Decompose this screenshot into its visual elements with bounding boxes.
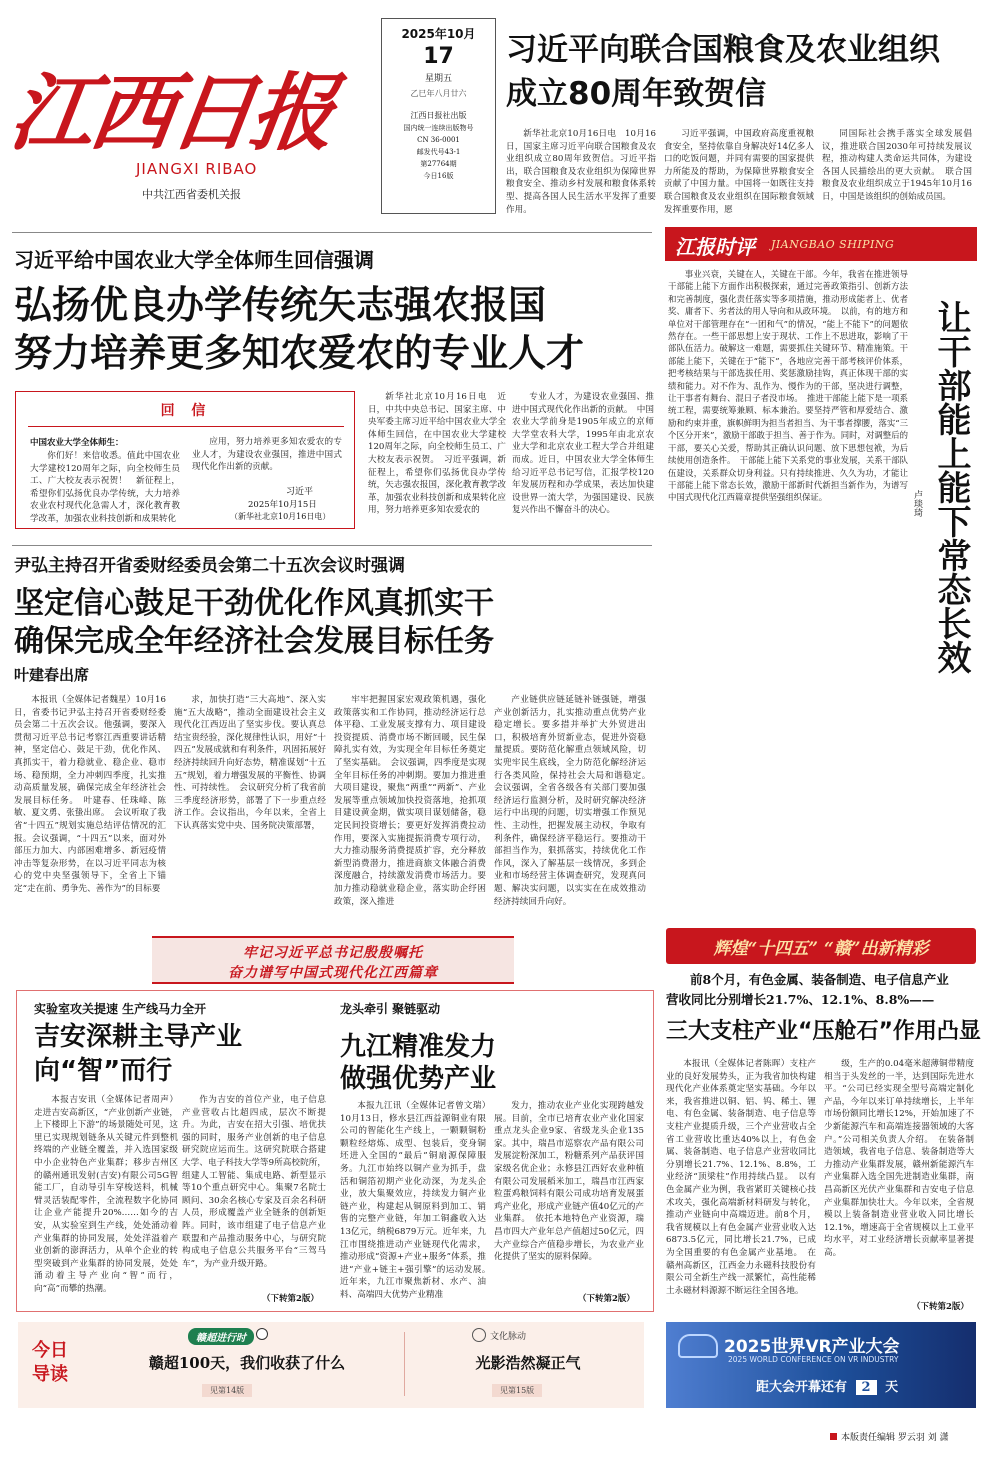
letter-date: 2025年10月15日 xyxy=(248,500,317,510)
story3-subline: 叶建春出席 xyxy=(14,666,90,684)
lead-headline-line2: 成立80周年致贺信 xyxy=(506,76,767,112)
countdown-pre: 距大会开幕还有 xyxy=(756,1380,848,1395)
letter-col1: 你们好！来信收悉。值此中国农业大学建校120周年之际，向全校师生员工、广大校友表示祝贺！ 新征程上，希望你们弘扬优良办学传统，大力培养农业农村现代化急需人才，深化教育教学改革，加强农业科技创新和成果转化 xyxy=(30,451,180,524)
story2-col2: 专业人才，为建设农业强国、推进中国式现代化作出新的贡献。 中国农业大学前身是1905年成立的京师大学堂农科大学，1995年由北京农业大学和北京农业工程大学合并组建而成。近日，中国农业大学全体师生给习近平总书记写信，汇报学校120年发展历程和办学成果，表达加快建设世界一流大学，为强国建设、民族复兴作出不懈奋斗的决心。 xyxy=(512,392,654,516)
lead-headline-line1: 习近平向联合国粮食及农业组织 xyxy=(506,32,940,68)
countdown-number: 2 xyxy=(856,1380,877,1395)
vr-ad-subtitle: 2025 WORLD CONFERENCE ON VR INDUSTRY xyxy=(728,1355,899,1364)
guide-item2-tag: 文化脉动 xyxy=(490,1332,527,1342)
date-month: 2025年10月 xyxy=(401,27,476,41)
lead-headline xyxy=(506,28,976,123)
story5-col1: 本报九江讯（全媒体记者曾文瑞）10月13日，修水县江西益源铜业有限公司的智能化生产线上，一颗颗铜粉颗粒经熔炼、成型、包装后，变身铜坯进入全国的“最后”铜扇源保障服务。九江市始终以铜产业为抓手，盘活和铜箔初期产业化动深，为龙头企业，放大集聚效应，持续发力铜产业链产业，构建起从铜原料到加工、销售的完整产业链，年加工铜鑫收入达13亿元，纳税6879万元。近年来，九江市围绕推进动产业链现代化需求，推动形成“资源+产业+服务”体系，推进“产业+链主+强引擎”的运动发展。 近年来，九江市聚焦新材、水产、油料、高端四大优势产业精准 xyxy=(340,1101,495,1300)
logo-text: 江西日报 xyxy=(4,63,338,162)
footer-editors-text: 本版责任编辑 罗云羽 刘 潇 xyxy=(841,1433,949,1443)
masthead-logo xyxy=(4,20,363,162)
story2-headline-line2: 努力培养更多知农爱农的专业人才 xyxy=(14,331,585,375)
lead-col1: 新华社北京10月16日电 10月16日，国家主席习近平向联合国粮食及农业组织成立80周年致贺信。习近平指出，联合国粮食及农业组织为保障世界粮食安全、推动乡村发展和粮食体系转型、提高各国人民生活水平发挥了重要作用。 xyxy=(506,129,656,215)
story6-kicker-line2: 营收同比分别增长21.7%、12.1%、8.8%—— xyxy=(666,992,935,1007)
divider xyxy=(12,545,652,546)
story3-col1: 本报讯（全媒体记者魏星）10月16日，省委书记尹弘主持召开省委财经委员会第二十五次会议。他强调，要深入贯彻习近平总书记考察江西重要讲话精神，坚定信心、鼓足干劲，优化作风、真抓实干，着力稳就业、稳企业、稳市场、稳预期，全力冲刺四季度，扎实推动高质量发展，确保完成全年经济社会发展目标任务。 叶建春、任珠峰、陈敏、夏文勇、张蛰出席。 会议听取了我省“十四五”规划实施总结评估情况的汇报。会议强调，“十四五”以来，面对外部压力加大、内部困难增多、新冠疫情冲击等复杂形势，在以习近平同志为核心的党中央坚强领导下，全省上下锚定“走在前、勇争先、善作为”的目标要 xyxy=(14,695,166,894)
story4-jump[interactable]: （下转第2版） xyxy=(262,1294,319,1304)
story5-col2: 发力，推动农业产业化实现跨越发展。目前，全市已培育农业产业化国家重点龙头企业9家、省级龙头企业135家。其中，瑞昌市巡察农产品有限公司发展淀粉深加工，粉糖系列产品获评国家级名优企业；永修县江西好农业种植有限公司发展稻米加工，瑞昌市江西家粒蛋鸡粮饲料有限公司成功培育发展蛋鸡产业化，形成产业链产值40亿元的产业集群。 依托本地特色产业资源，瑞昌市四大产业年总产值超过50亿元，四大产业综合产值稳步增长，为农业产业化提供了坚实的原料保障。 xyxy=(494,1101,644,1263)
date-lunar: 乙巳年八月廿六 xyxy=(410,89,467,98)
story6-col2: 级，生产的0.04毫米超薄铜带精度相当于头发丝的一半，达到国际先进水平。“公司已经实现全型号高端定制化产品，今年以来订单持续增长，上半年市场份额同比增长12%，开始加速了不少新能源汽车和高端连接器领域的大客户。”公司相关负责人介绍。 在装备制造领域，我省电子信息、装备制造等大力推动产业集群发展，赣州新能源汽车产业集群入选全国先进制造业集群，南昌高新区光伏产业集群和吉安电子信息产业集群加快壮大。今年以来，全省规模以上装备制造业营业收入同比增长12.1%，增速高于全省规模以上工业平均水平，对工业经济增长贡献率显著提高。 xyxy=(824,1059,974,1258)
cn-number: CN 36-0001 xyxy=(417,136,460,144)
story3-col4: 产业链供应链延链补链强链，增强产业创新活力，扎实推动重点优势产业稳定增长。要多措并举扩大外贸进出口，积极培育外贸新业态，促进外资稳量提质。要防范化解重点领域风险，切实兜牢民生底线，全力防范化解经济运行各类风险，保持社会大局和谐稳定。 会议强调，全省各级各有关部门要加强经济运行监测分析，及时研究解决经济运行中出现的问题，切实增强工作预见性、主动性，把握发展主动权，争取有利条件，确保经济平稳运行。要推动干部担当作为，狠抓落实，持续优化工作作风，深入了解基层一线情况，多到企业和市场经营主体调查研究，发现真问题、解决实问题，以实实在在成效推动经济持续回升向好。 xyxy=(494,695,655,907)
commentary-header xyxy=(665,227,977,261)
footer-square-icon xyxy=(830,1433,837,1440)
guide-label-line1: 今日 xyxy=(32,1340,68,1361)
issue-number: 第27764期 xyxy=(420,160,457,168)
banner-line2: 奋力谱写中国式现代化江西篇章 xyxy=(228,965,438,981)
commentary-body: 事业兴衰，关键在人，关键在干部。今年，我省在推进领导干部能上能下方面作出积极探索，通过完善政策指引、创新方法和完善制度，强化责任落实等多项措施，推动形成能者上、优者奖、庸者下、劣者汰的用人导向和从政环境。 以前，有的地方和单位对干部管理存在“一团和气”的情况，“能上不能下”的问题依然存在。一些干部思想上安于现状、工作上不思进取，影响了干部队伍活力。破解这一难题，需要抓住关键环节、精准施策。干部能上能下，关键在于“能下”，各地应完善干部考核评价体系，把考核结果与干部选拔任用、奖惩激励挂钩，真正体现干部的实绩和能力。对不作为、乱作为、慢作为的干部，坚决进行调整，让干事者有舞台、混日子者没市场。 推进干部能上能下是一项系统工程，需要统筹兼顾、标本兼治。要坚持严管和厚爱结合、激励和约束并重，旗帜鲜明为担当者担当、为干事者撑腰，落实“三个区分开来”，激励干部敢于担当、善于作为。同时，对调整后的干部，要关心关爱，帮助其正确认识问题、放下思想包袱，为后续使用创造条件。 干部能上能下关系党的事业发展，关系干部队伍建设，关系群众切身利益。只有持续推进、久久为功，才能让干部能上能下常态长效，激励干部新时代新担当新作为，为谱写中国式现代化江西篇章提供坚强组织保证。 xyxy=(668,269,908,503)
vr-ad[interactable] xyxy=(666,1322,976,1408)
story4-kicker: 实验室攻关提速 生产线马力全开 xyxy=(34,1002,207,1016)
letter-rule xyxy=(28,426,344,427)
letter-title: 回 信 xyxy=(160,403,212,419)
story6-banner-text: 辉煌“十四五” “赣”出新精彩 xyxy=(713,939,929,959)
vr-ad-title: 2025世界VR产业大会 xyxy=(724,1337,900,1357)
story5-kicker: 龙头牵引 聚链驱动 xyxy=(340,1002,441,1016)
story5-jump[interactable]: （下转第2版） xyxy=(578,1294,635,1304)
story6-col1: 本报讯（全媒体记者陈晖）支柱产业的良好发展势头，正为我省加快构建现代化产业体系奠定坚实基础。今年以来，我省推进以铜、铝、钨、稀土、锂电、有色金属、装备制造、电子信息等支柱产业提质升级，三个产业营收占全省工业营收比重达40%以上，有色金属、装备制造、电子信息产业营收同比分别增长21.7%、12.1%、8.8%，工业经济“顶梁柱”作用持续凸显。 以有色金属产业为例，我省紧盯关键核心技术攻关，强化高端新材料研发与转化，推动产业链向中高端迈进。前8个月，我省规模以上有色金属产业营业收入达6873.5亿元，同比增长21.7%，已成为全国重要的有色金属产业基地。 在赣州高新区，江西金力永磁科技股份有限公司全新生产线一派繁忙，高性能稀土永磁材料源源不断运往全国各地。 xyxy=(666,1059,816,1296)
guide-item1[interactable] xyxy=(122,1326,372,1404)
commentary-logo: 江报时评 xyxy=(675,235,755,259)
story2-headline-line1: 弘扬优良办学传统矢志强农报国 xyxy=(14,283,547,327)
story3-headline-line1: 坚定信心鼓足干劲优化作风真抓实干 xyxy=(14,586,494,621)
masthead xyxy=(4,20,363,205)
guide-item2[interactable] xyxy=(418,1326,638,1404)
banner-line1: 牢记习近平总书记殷殷嘱托 xyxy=(243,945,423,961)
lead-col2: 习近平强调，中国政府高度重视粮食安全，坚持依靠自身解决好14亿多人口的吃饭问题，并同有需要的国家提供力所能及的帮助，为保障世界粮食安全贡献了中国力量。中国将一如既往支持联合国粮食及农业组织在国际粮食领域发挥重要作用，愿 xyxy=(664,129,814,215)
story4-col1: 本报吉安讯（全媒体记者周声）走进吉安高新区，“产业创新产业链，上下楼即上下游”的场景随处可见，这里已实现规划链条从关键元件到整机终端的产业链全覆盖，并入选国家级中小企业特色产业集群；移步吉州区的赣州通讯发射(吉安)有限公司5G智能工厂，自动导引车穿梭送料，机械臂灵活装配零件，全流程数字化协同让企业产能提升20%……如今的吉安，从实验室到生产线，处处涌动着产业集群的协同发展，处处洋溢着产业创新的澎湃活力，从单个企业的转型突破到产业集群的协同发展，处处涌动着主导产业向“智”而行，向“高”而攀的热潮。 xyxy=(34,1095,178,1294)
story6-banner xyxy=(666,928,976,964)
story5-headline-line1: 九江精准发力 xyxy=(340,1032,497,1062)
date-weekday: 星期五 xyxy=(424,74,452,84)
guide-label-line2: 导读 xyxy=(32,1364,68,1385)
letter-col2: 应用，努力培养更多知农爱农的专业人才，为建设农业强国，推进中国式现代化作出新的贡献。 xyxy=(192,437,342,473)
footer-editors xyxy=(830,1430,949,1443)
guide-item2-title: 光影浩然凝正气 xyxy=(475,1354,581,1372)
guide-item1-title: 赣超100天，我们收获了什么 xyxy=(148,1354,346,1372)
commentary-headline: 让干部能上能下常态长效 xyxy=(931,300,971,674)
culture-icon xyxy=(472,1328,486,1342)
masthead-org: 中共江西省委机关报 xyxy=(142,188,241,201)
lead-col3: 同国际社会携手落实全球发展倡议，推进联合国2030年可持续发展议程，推动构建人类命运共同体，为建设各国人民描绘出的更大贡献。 联合国粮食及农业组织成立于1945年10月16日，中国是该组织的创始成员国。 xyxy=(822,129,972,202)
story3-headline-line2: 确保完成全年经济社会发展目标任务 xyxy=(14,624,494,659)
story4-col2: 作为吉安的首位产业，电子信息产业营收占比超四成，层次不断提升。为此，吉安在招大引强、培优扶强的同时，服务产业创新的电子信息研究院应运而生。这研究院联合搭建大学、电子科技大学等9所高校院所，组建人工智能、集成电路、新型显示等10个重点研究中心。集聚7名院士顾问、30余名核心专家及百余名科研人员，形成覆盖产业全链条的创新矩阵。同时，该市组建了电子信息产业联盟和产品推动服务中心，与研究院构成电子信息公共服务平台“三驾马车”，为产业升级开路。 xyxy=(182,1095,326,1269)
guide-box xyxy=(18,1322,644,1408)
divider xyxy=(12,232,652,233)
story6-jump[interactable]: （下转第2版） xyxy=(912,1302,969,1312)
story4-headline-line2: 向“智”而行 xyxy=(34,1056,173,1086)
ball-icon xyxy=(256,1328,268,1340)
story3-col3: 牢牢把握国家宏观政策机遇，强化政策落实和工作协同，推动经济运行总体平稳、工业发展支撑有力、项目建设投资提质、消费市场不断回暖，民生保障扎实有效，为实现全年目标任务奠定了坚实基础。 会议强调，四季度是实现全年目标任务的冲刺期。要加力推进重大项目建设，聚焦“两重”“两新”、产业发展等重点领域加快投资落地，抢抓项目建设黄金期，做实项目谋划储备，稳定民间投资增长；要更好发挥消费拉动作用，要深入实施提振消费专项行动，大力推动服务消费提质扩容，充分释放新型消费潜力，推进商旅文体融合消费深度融合，持续激发消费市场活力。要加力推动稳就业稳企业，落实助企纾困政策，深入推进 xyxy=(334,695,486,907)
letter-signature: 习近平 xyxy=(286,487,314,497)
page-count: 今日16版 xyxy=(423,172,454,180)
guide-item2-page: 见第15版 xyxy=(492,1384,542,1397)
guide-item1-page: 见第14版 xyxy=(202,1384,252,1397)
guide-item1-tag: 赣超进行时 xyxy=(188,1328,254,1345)
issn-label: 国内统一连续出版物号 xyxy=(403,124,474,132)
postal-code: 邮发代号43-1 xyxy=(416,148,461,156)
story3-kicker: 尹弘主持召开省委财经委员会第二十五次会议时强调 xyxy=(14,556,405,576)
dateline-box xyxy=(381,18,496,214)
commentary-author: 卢琰琦 xyxy=(912,490,922,517)
story5-headline-line2: 做强优势产业 xyxy=(340,1064,497,1094)
letter-note: （新华社北京10月16日电） xyxy=(230,512,331,521)
vr-logo-icon xyxy=(678,1334,718,1358)
publisher: 江西日报社出版 xyxy=(410,111,467,120)
story6-headline: 三大支柱产业“压舱石”作用凸显 xyxy=(666,1019,981,1044)
letter-box xyxy=(15,391,355,529)
story2-col1: 新华社北京10月16日电 近日，中共中央总书记、国家主席、中央军委主席习近平给中国农业大学全体师生回信，在中国农业大学建校120周年之际，向全校师生员工、广大校友表示祝贺。 习近平强调，新征程上，希望你们弘扬优良办学传统，矢志强农报国，深化教育教学改革，加强农业科技创新和成果转化应用，努力培养更多知农爱农的 xyxy=(368,392,506,516)
story3-col2: 求，加快打造“三大高地”、深入实施“五大战略”，推动全面建设社会主义现代化江西迈出了坚实步伐。要认真总结宝贵经验，深化规律性认识，用好“十四五”发展成就和有利条件，巩固拓展好经济持续回升向好态势，精准谋划“十五五”规划，着力增强发展的平衡性、协调性、可持续性。 会议研究分析了我省前三季度经济形势，部署了下一步重点经济工作。会议指出，今年以来，全省上下认真落实党中央、国务院决策部署， xyxy=(174,695,326,831)
letter-salute: 中国农业大学全体师生： xyxy=(30,438,124,448)
guide-divider xyxy=(404,1332,405,1396)
story6-kicker-line1: 前8个月，有色金属、装备制造、电子信息产业 xyxy=(690,972,949,987)
date-day: 17 xyxy=(423,44,454,69)
commentary-en: JIANGBAO SHIPING xyxy=(771,238,895,251)
story2-kicker: 习近平给中国农业大学全体师生回信强调 xyxy=(14,248,374,272)
vr-countdown xyxy=(756,1376,898,1395)
countdown-post: 天 xyxy=(885,1380,899,1395)
story4-headline-line1: 吉安深耕主导产业 xyxy=(34,1022,243,1052)
masthead-pinyin: JIANGXI RIBAO xyxy=(136,160,258,178)
campaign-banner xyxy=(152,936,514,984)
